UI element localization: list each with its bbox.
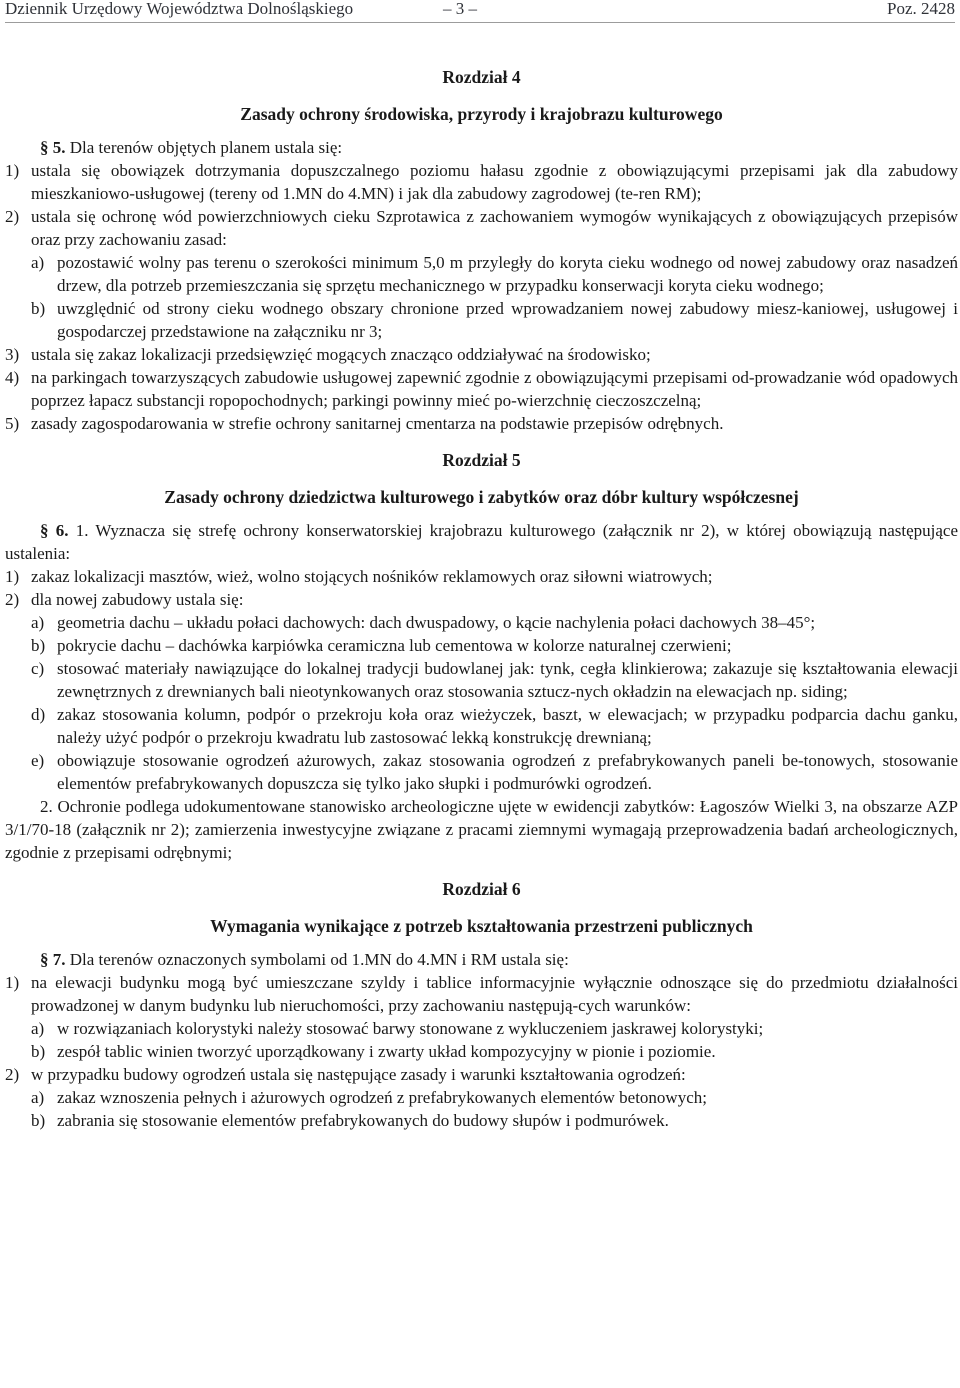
paragraph-intro: [5, 136, 958, 159]
chapter-number: Rozdział 5: [442, 450, 521, 470]
list-text: stosować materiały nawiązujące do lokalnej tradycji budowlanej jak: tynk, cegła klinkierowa; zakazuje się kształtowania elewacji zewnętrznych z drewnianych bali nieotynkowanych oraz stosowania sztucz-nych okładzin na elewacjach np. siding;: [57, 659, 958, 701]
list-marker: b): [31, 636, 46, 655]
list-item: [5, 343, 958, 366]
list-marker: 2): [5, 590, 20, 609]
sub-list-item: [5, 749, 958, 795]
list-marker: 3): [5, 345, 20, 364]
sub-list-item: [5, 297, 958, 343]
chapter-4: [5, 66, 958, 435]
page-header: [5, 0, 955, 23]
chapter-number: Rozdział 6: [442, 879, 521, 899]
list-marker: e): [31, 751, 45, 770]
paragraph-text: Dla terenów objętych planem ustala się:: [69, 138, 343, 157]
chapter-title: Zasady ochrony środowiska, przyrody i krajobrazu kulturowego: [240, 104, 723, 124]
list-text: zespół tablic winien tworzyć uporządkowany i zwarty układ kompozycyjny w pionie i poziomie.: [57, 1042, 716, 1061]
sub-list-item: [5, 1017, 958, 1040]
chapter-6: [5, 878, 958, 1132]
list-text: zabrania się stosowanie elementów prefabrykowanych do budowy słupów i podmurówek.: [57, 1111, 669, 1130]
list-marker: 1): [5, 161, 20, 180]
position-number: Poz. 2428: [887, 0, 955, 18]
list-item: [5, 159, 958, 205]
list-marker: a): [31, 1019, 45, 1038]
sub-list-item: [5, 634, 958, 657]
paragraph-intro: [5, 948, 958, 971]
list-marker: 1): [5, 567, 20, 586]
sub-list-item: [5, 1040, 958, 1063]
list-text: pokrycie dachu – dachówka karpiówka ceramiczna lub cementowa w kolorze naturalnej czerwieni;: [57, 636, 732, 655]
list-marker: d): [31, 705, 46, 724]
paragraph-number: § 6.: [40, 521, 69, 540]
list-item: [5, 412, 958, 435]
list-item: [5, 205, 958, 251]
paragraph-intro: [5, 519, 958, 565]
list-text: zakaz lokalizacji masztów, wież, wolno stojących nośników reklamowych oraz siłowni wiatrowych;: [31, 567, 713, 586]
list-marker: b): [31, 299, 46, 318]
sub-list-item: [5, 703, 958, 749]
list-text: ustala się obowiązek dotrzymania dopuszczalnego poziomu hałasu zgodnie z obowiązującymi przepisami jak dla zabudowy mieszkaniowo-usługowej (tereny od 1.MN do 4.MN) i jak dla zabudowy zagrodowej (te-ren RM);: [31, 161, 958, 203]
list-text: geometria dachu – układu połaci dachowych: dach dwuspadowy, o kącie nachylenia połaci dachowych 38–45°;: [57, 613, 816, 632]
paragraph-text: 2. Ochronie podlega udokumentowane stanowisko archeologiczne ujęte w ewidencji zabytków: Łagoszów Wielki 3, na obszarze AZP 3/1/70-18 (załącznik nr 2); zamierzenia inwestycyjne związane z pracami ziemnymi wymagają przeprowadzenia badań archeologicznych, zgodnie z przepisami odrębnymi;: [5, 797, 958, 862]
list-marker: a): [31, 1088, 45, 1107]
list-marker: 5): [5, 414, 20, 433]
paragraph-number: § 5.: [40, 138, 66, 157]
chapter-5: [5, 449, 958, 864]
list-marker: a): [31, 253, 45, 272]
list-marker: 2): [5, 207, 20, 226]
paragraph-text: 1. Wyznacza się strefę ochrony konserwatorskiej krajobrazu kulturowego (załącznik nr 2), w której obowiązują następujące ustalenia:: [5, 521, 958, 563]
chapter-title: Wymagania wynikające z potrzeb kształtowania przestrzeni publicznych: [210, 916, 753, 936]
sub-list-item: [5, 1109, 958, 1132]
list-text: na elewacji budynku mogą być umieszczane szyldy i tablice informacyjnie wyłącznie odnoszące się do przedmiotu działalności prowadzonej w danym budynku lub nieruchomości, przy zachowaniu następują-cych warunków:: [31, 973, 958, 1015]
paragraph-text: Dla terenów oznaczonych symbolami od 1.MN do 4.MN i RM ustala się:: [69, 950, 569, 969]
list-text: ustala się zakaz lokalizacji przedsięwzięć mogących znacząco oddziaływać na środowisko;: [31, 345, 651, 364]
chapter-title: Zasady ochrony dziedzictwa kulturowego i zabytków oraz dóbr kultury współczesnej: [164, 487, 799, 507]
list-item: [5, 971, 958, 1017]
list-marker: b): [31, 1042, 46, 1061]
list-item: [5, 588, 958, 611]
list-text: ustala się ochronę wód powierzchniowych cieku Szprotawica z zachowaniem wymogów wynikających z obowiązujących przepisów oraz przy zachowaniu zasad:: [31, 207, 958, 249]
list-marker: a): [31, 613, 45, 632]
list-marker: 1): [5, 973, 20, 992]
list-marker: 2): [5, 1065, 20, 1084]
document-body: [5, 66, 958, 1132]
sub-list-item: [5, 611, 958, 634]
list-text: obowiązuje stosowanie ogrodzeń ażurowych, zakaz stosowania ogrodzeń z prefabrykowanych paneli be-tonowych, stosowanie elementów prefabrykowanych dopuszcza się tylko jako słupki i podmurówki ogrodzeń.: [57, 751, 958, 793]
list-text: zasady zagospodarowania w strefie ochrony sanitarnej cmentarza na podstawie przepisów odrębnych.: [31, 414, 724, 433]
list-text: pozostawić wolny pas terenu o szerokości minimum 5,0 m przyległy do koryta cieku wodnego od nowej zabudowy oraz nasadzeń drzew, dla potrzeb przemieszczania się sprzętu mechanicznego w przypadku konserwacji koryta cieku wodnego;: [57, 253, 958, 295]
list-item: [5, 565, 958, 588]
chapter-number: Rozdział 4: [442, 67, 521, 87]
list-text: uwzględnić od strony cieku wodnego obszary chronione przed wprowadzaniem nowej zabudowy miesz-kaniowej, usługowej i gospodarczej przedstawione na załączniku nr 3;: [57, 299, 958, 341]
page-number: – 3 –: [443, 0, 477, 18]
list-marker: b): [31, 1111, 46, 1130]
paragraph-number: § 7.: [40, 950, 66, 969]
list-text: dla nowej zabudowy ustala się:: [31, 590, 244, 609]
list-text: na parkingach towarzyszących zabudowie usługowej zapewnić zgodnie z obowiązującymi przepisami od-prowadzanie wód opadowych poprzez łapacz substancji ropopochodnych; parkingi powinny mieć po-wierzchnię cieczoszczelną;: [31, 368, 958, 410]
list-text: w rozwiązaniach kolorystyki należy stosować barwy stonowane z wykluczeniem jaskrawej kolorystyki;: [57, 1019, 764, 1038]
list-item: [5, 1063, 958, 1086]
sub-list-item: [5, 1086, 958, 1109]
sub-list-item: [5, 251, 958, 297]
list-text: w przypadku budowy ogrodzeń ustala się następujące zasady i warunki kształtowania ogrodzeń:: [31, 1065, 686, 1084]
list-item: [5, 366, 958, 412]
journal-title: Dziennik Urzędowy Województwa Dolnośląskiego: [5, 0, 354, 18]
list-marker: 4): [5, 368, 20, 387]
sub-list-item: [5, 657, 958, 703]
list-text: zakaz stosowania kolumn, podpór o przekroju koła oraz wieżyczek, baszt, w elewacjach; w przypadku podparcia dachu ganku, należy użyć podpór o przekroju kwadratu lub zastosować lekką konstrukcję drewnianą;: [57, 705, 958, 747]
list-marker: c): [31, 659, 45, 678]
list-text: zakaz wznoszenia pełnych i ażurowych ogrodzeń z prefabrykowanych elementów betonowych;: [57, 1088, 707, 1107]
